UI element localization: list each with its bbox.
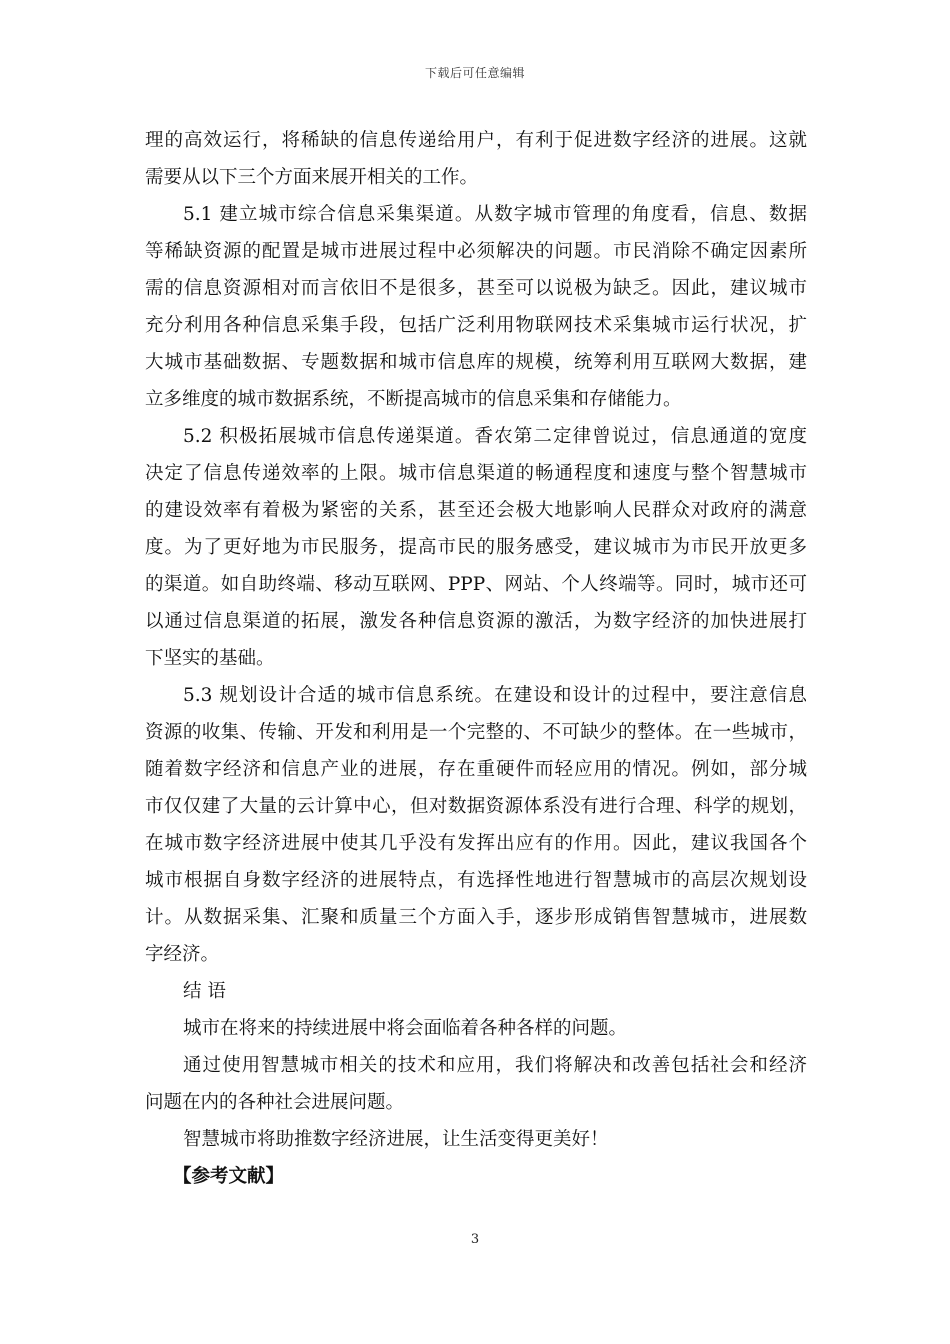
paragraph-line: 城市根据自身数字经济的进展特点，有选择性地进行智慧城市的高层次规划设: [145, 870, 807, 891]
paragraph-line: 随着数字经济和信息产业的进展，存在重硬件而轻应用的情况。例如，部分城: [145, 759, 807, 780]
page-header: 下载后可任意编辑: [424, 66, 525, 80]
document-body: [145, 122, 807, 1195]
paragraph-line: 计。从数据采集、汇聚和质量三个方面入手，逐步形成销售智慧城市，进展数: [145, 907, 807, 928]
paragraph-line: 市仅仅建了大量的云计算中心，但对数据资源体系没有进行合理、科学的规划，: [145, 796, 807, 817]
paragraph-line: 在城市数字经济进展中使其几乎没有发挥出应有的作用。因此，建议我国各个: [145, 833, 807, 854]
paragraph-line: 度。为了更好地为市民服务，提高市民的服务感受，建议城市为市民开放更多: [145, 537, 807, 558]
paragraph-line: 智慧城市将助推数字经济进展，让生活变得更美好！: [183, 1129, 609, 1150]
paragraph-line: 以通过信息渠道的拓展，激发各种信息资源的激活，为数字经济的加快进展打: [145, 611, 807, 632]
paragraph-line: 5.1 建立城市综合信息采集渠道。从数字城市管理的角度看，信息、数据: [183, 204, 807, 225]
paragraph-line: 的渠道。如自助终端、移动互联网、PPP、网站、个人终端等。同时，城市还可: [145, 574, 807, 595]
references-heading: 【参考文献】: [173, 1166, 285, 1187]
paragraph-line: 决定了信息传递效率的上限。城市信息渠道的畅通程度和速度与整个智慧城市: [145, 463, 807, 484]
paragraph-line: 城市在将来的持续进展中将会面临着各种各样的问题。: [183, 1018, 628, 1039]
paragraph-line: 大城市基础数据、专题数据和城市信息库的规模，统筹利用互联网大数据，建: [145, 352, 807, 373]
page-number: 3: [470, 1232, 480, 1247]
paragraph-line: 充分利用各种信息采集手段，包括广泛利用物联网技术采集城市运行状况，扩: [145, 315, 807, 336]
section-heading-conclusion: 结 语: [183, 981, 226, 1002]
paragraph-line: 下坚实的基础。: [145, 648, 275, 669]
paragraph-line: 资源的收集、传输、开发和利用是一个完整的、不可缺少的整体。在一些城市，: [145, 722, 807, 743]
paragraph-line: 立多维度的城市数据系统，不断提高城市的信息采集和存储能力。: [145, 389, 682, 410]
paragraph-line: 需的信息资源相对而言依旧不是很多，甚至可以说极为缺乏。因此，建议城市: [145, 278, 807, 299]
paragraph-line: 通过使用智慧城市相关的技术和应用，我们将解决和改善包括社会和经济: [183, 1055, 807, 1076]
paragraph-line: 5.3 规划设计合适的城市信息系统。在建设和设计的过程中，要注意信息: [183, 685, 807, 706]
paragraph-line: 等稀缺资源的配置是城市进展过程中必须解决的问题。市民消除不确定因素所: [145, 241, 807, 262]
paragraph-line: 理的高效运行，将稀缺的信息传递给用户，有利于促进数字经济的进展。这就: [145, 130, 807, 151]
paragraph-line: 字经济。: [145, 944, 220, 965]
paragraph-line: 问题在内的各种社会进展问题。: [145, 1092, 405, 1113]
paragraph-line: 5.2 积极拓展城市信息传递渠道。香农第二定律曾说过，信息通道的宽度: [183, 426, 807, 447]
paragraph-line: 需要从以下三个方面来展开相关的工作。: [145, 167, 479, 188]
paragraph-line: 的建设效率有着极为紧密的关系，甚至还会极大地影响人民群众对政府的满意: [145, 500, 807, 521]
